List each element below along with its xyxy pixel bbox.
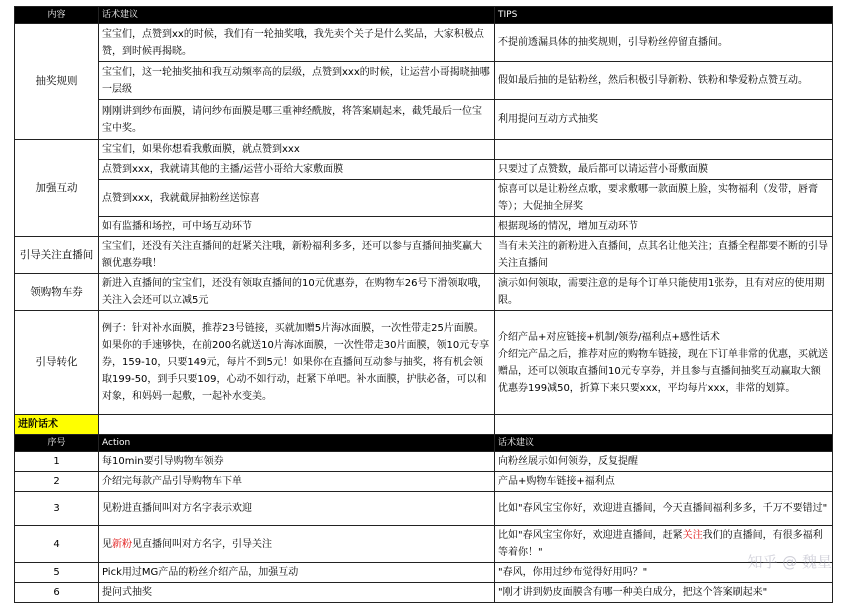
action-text: 见 <box>102 538 112 550</box>
category-cell: 加强互动 <box>15 140 99 237</box>
script-cell: 比如"春风宝宝你好，欢迎进直播间，今天直播间福利多多，千万不要错过" <box>495 492 833 526</box>
script-cell: 点赞到xxx，我就请其他的主播/运营小哥给大家敷面膜 <box>99 160 495 180</box>
seq-cell: 2 <box>15 472 99 492</box>
header-advanced-script: 话术建议 <box>495 435 833 452</box>
script-text: 我们的直播间，有很多福利等着你！" <box>498 530 823 558</box>
table-row <box>15 62 833 100</box>
header-seq: 序号 <box>15 435 99 452</box>
script-cell: 新进入直播间的宝宝们，还没有领取直播间的10元优惠券，在购物车26号下滑领取哦，关注入会还可以立减5元 <box>99 274 495 311</box>
action-cell: 每10min要引导购物车领券 <box>99 452 495 472</box>
category-cell: 领购物车券 <box>15 274 99 311</box>
tip-cell: 不提前透漏具体的抽奖规则，引导粉丝停留直播间。 <box>495 24 833 62</box>
action-cell <box>99 526 495 563</box>
tip-cell: 惊喜可以是让粉丝点歌，要求敷哪一款面膜上脸，实物福利（发带，唇膏等）；大促抽全屏奖 <box>495 180 833 217</box>
script-cell: 点赞到xxx，我就截屏抽粉丝送惊喜 <box>99 180 495 217</box>
script-cell: 宝宝们，还没有关注直播间的赶紧关注哦，新粉福利多多，还可以参与直播间抽奖赢大额优惠券哦！ <box>99 237 495 274</box>
tip-cell: 演示如何领取，需要注意的是每个订单只能使用1张券，且有对应的使用期限。 <box>495 274 833 311</box>
advanced-title: 进阶话术 <box>15 415 99 435</box>
script-cell: 宝宝们，这一轮抽奖抽和我互动频率高的层级，点赞到xxx的时候，让运营小哥揭晓抽哪一层级 <box>99 62 495 100</box>
watermark: 知乎 @ 魏星 <box>747 553 832 571</box>
action-cell: 介绍完每款产品引导购物车下单 <box>99 472 495 492</box>
tip-cell: 假如最后抽的是钻粉丝，然后积极引导新粉、铁粉和挚爱粉点赞互动。 <box>495 62 833 100</box>
header-content: 内容 <box>15 7 99 24</box>
highlight-text: 关注 <box>682 530 703 541</box>
script-cell: 刚刚讲到纱布面膜，请问纱布面膜是哪三重神经酰胺，将答案刷起来，截凭最后一位宝宝中奖。 <box>99 100 495 140</box>
header-row <box>15 7 833 24</box>
table-row <box>15 180 833 217</box>
script-cell: "春风，你用过纱布觉得好用吗？" <box>495 563 833 583</box>
action-cell: 提问式抽奖 <box>99 583 495 603</box>
tip-cell: 介绍产品+对应链接+机制/领券/福利点+感性话术 介绍完产品之后，推荐对应的购物车链接，现在下订单非常的优惠，买就送赠品，还可以领取直播间10元专享券，并且参与直播间抽奖互动赢取大额优惠券199减50，折算下来只要xxx，平均每片xxx，非常的划算。 <box>495 311 833 415</box>
table-row <box>15 140 833 160</box>
seq-cell: 5 <box>15 563 99 583</box>
script-cell: 产品+购物车链接+福利点 <box>495 472 833 492</box>
tip-cell: 只要过了点赞数，最后都可以请运营小哥敷面膜 <box>495 160 833 180</box>
table-row <box>15 217 833 237</box>
table-row <box>15 526 833 563</box>
seq-cell: 4 <box>15 526 99 563</box>
action-cell: 见粉进直播间叫对方名字表示欢迎 <box>99 492 495 526</box>
action-text: 见直播间叫对方名字，引导关注 <box>132 538 272 550</box>
header-action: Action <box>99 435 495 452</box>
table-row <box>15 160 833 180</box>
script-cell: 宝宝们，点赞到xx的时候，我们有一轮抽奖哦，我先卖个关子是什么奖品，大家积极点赞，到时候再揭晓。 <box>99 24 495 62</box>
tip-cell <box>495 140 833 160</box>
advanced-title-row <box>15 415 833 435</box>
seq-cell: 6 <box>15 583 99 603</box>
action-cell: Pick用过MG产品的粉丝介绍产品，加强互动 <box>99 563 495 583</box>
table-row <box>15 583 833 603</box>
script-cell: 例子：针对补水面膜，推荐23号链接，买就加赠5片海冰面膜，一次性带走25片面膜。如果你的手速够快，在前200名就送10片海冰面膜，一次性带走30片面膜，领10元专享券，159-10，只要149元，每片不到5元！如果你在直播间互动参与抽奖，将有机会领取199-50，到手只要109，心动不如行动，赶紧下单吧。补水面膜，护肤必备，可以和对象，和妈妈一起敷，一起补水变美。 <box>99 311 495 415</box>
script-cell: 向粉丝展示如何领券，反复提醒 <box>495 452 833 472</box>
script-cell: 宝宝们，如果你想看我敷面膜，就点赞到xxx <box>99 140 495 160</box>
table-row <box>15 24 833 62</box>
script-text: 比如"春风宝宝你好，欢迎进直播间，赶紧 <box>498 530 683 541</box>
header-tips: TIPS <box>495 7 833 24</box>
script-table <box>14 6 833 603</box>
tip-cell: 利用提问互动方式抽奖 <box>495 100 833 140</box>
advanced-header-row <box>15 435 833 452</box>
table-row <box>15 100 833 140</box>
table-row <box>15 237 833 274</box>
category-cell: 引导转化 <box>15 311 99 415</box>
table-row <box>15 311 833 415</box>
seq-cell: 1 <box>15 452 99 472</box>
highlight-text: 新粉 <box>112 538 132 550</box>
table-row <box>15 274 833 311</box>
tip-cell: 根据现场的情况，增加互动环节 <box>495 217 833 237</box>
table-row <box>15 492 833 526</box>
seq-cell: 3 <box>15 492 99 526</box>
table-row <box>15 472 833 492</box>
category-cell: 引导关注直播间 <box>15 237 99 274</box>
table-row <box>15 452 833 472</box>
script-cell: 如有监播和场控，可中场互动环节 <box>99 217 495 237</box>
tip-cell: 当有未关注的新粉进入直播间，点其名让他关注；直播全程都要不断的引导关注直播间 <box>495 237 833 274</box>
header-script: 话术建议 <box>99 7 495 24</box>
table-row <box>15 563 833 583</box>
script-cell: "刚才讲到奶皮面膜含有哪一种美白成分，把这个答案刷起来" <box>495 583 833 603</box>
category-cell: 抽奖规则 <box>15 24 99 140</box>
